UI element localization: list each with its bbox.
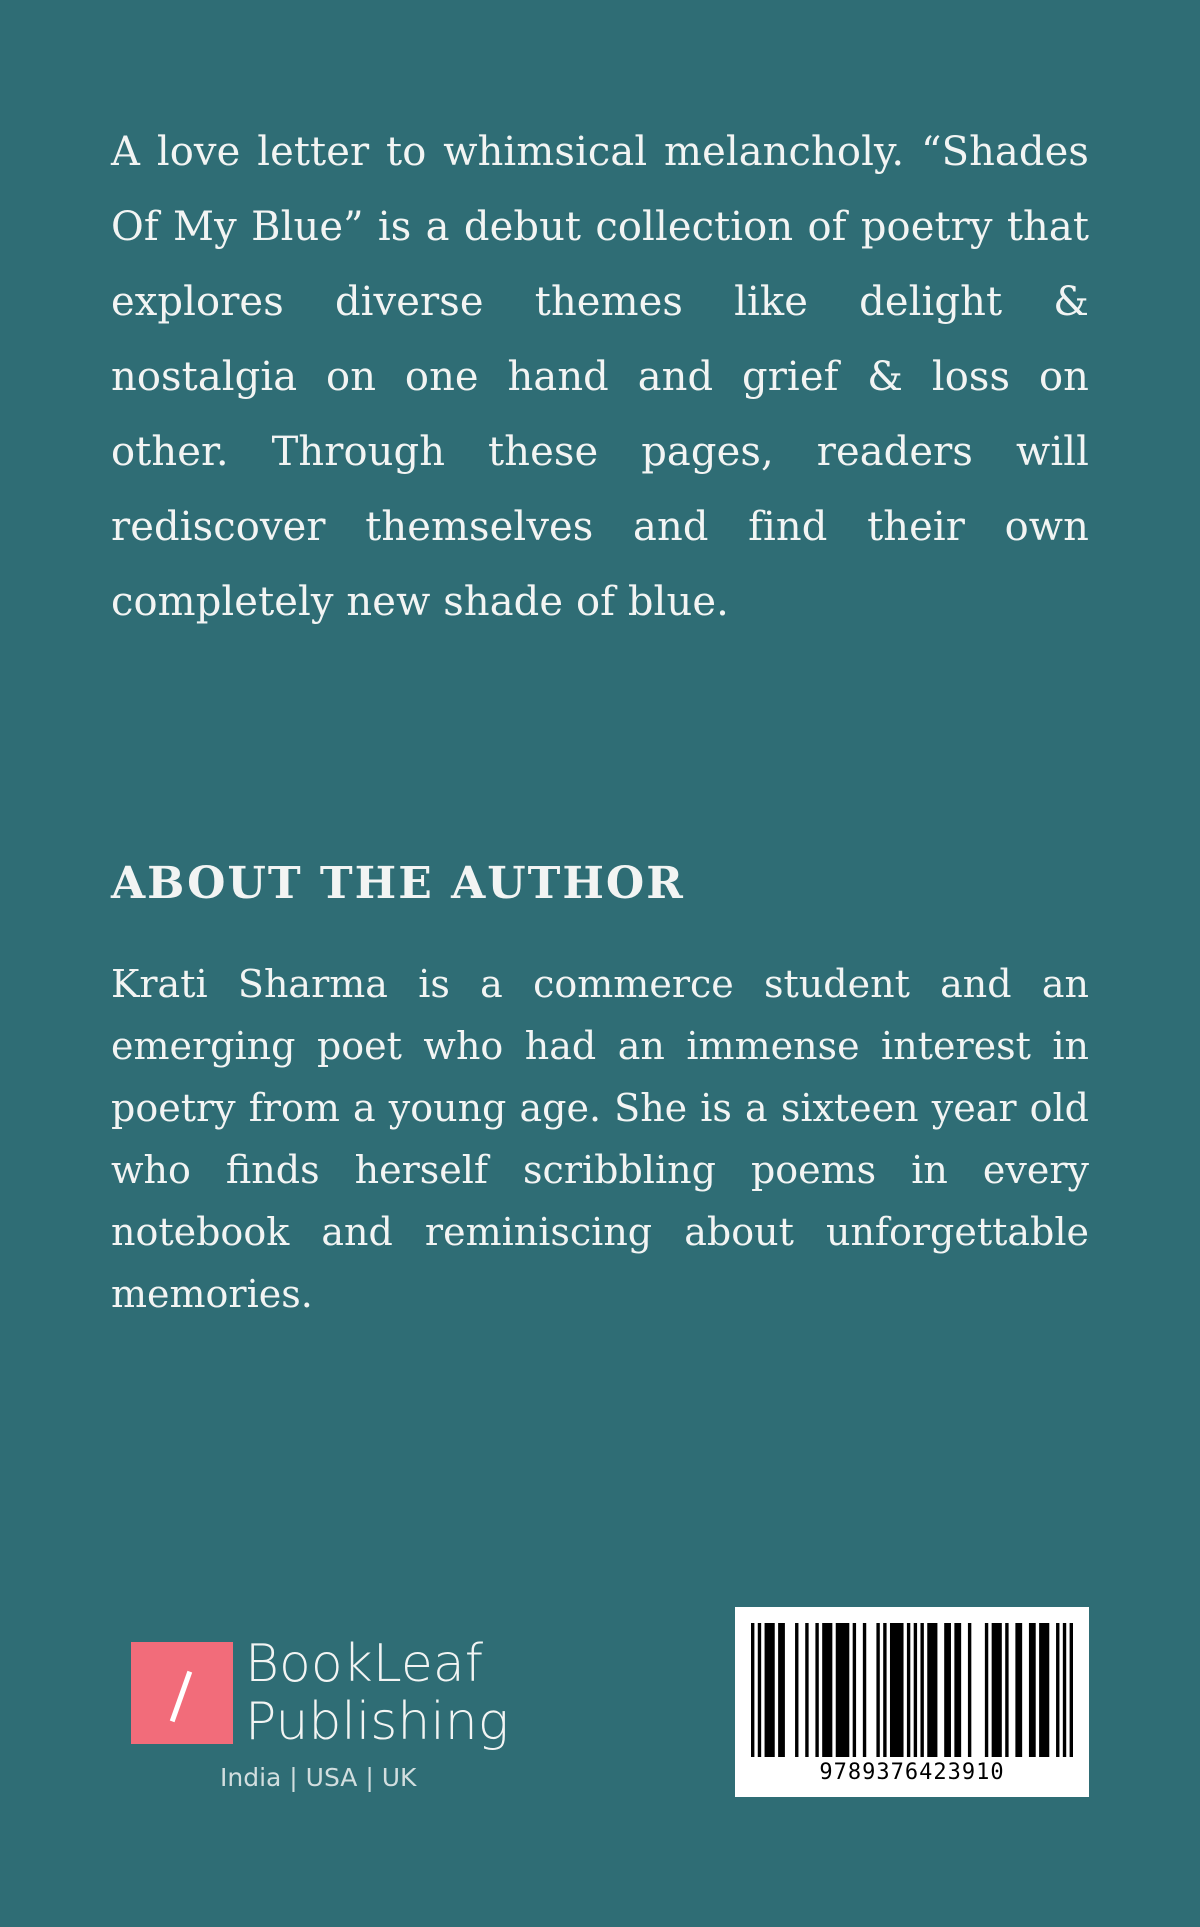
barcode-bar	[1039, 1623, 1049, 1757]
barcode-bar	[778, 1623, 785, 1757]
publisher-name-line2: Publishing	[245, 1692, 509, 1752]
barcode-bar	[815, 1623, 818, 1757]
barcode-bar	[863, 1623, 866, 1757]
barcode-bar	[758, 1623, 761, 1757]
barcode-bar	[968, 1623, 971, 1757]
about-author-heading: ABOUT THE AUTHOR	[111, 858, 685, 909]
barcode-bar	[1005, 1623, 1008, 1757]
barcode-bar	[751, 1623, 754, 1757]
barcode-bar	[876, 1623, 879, 1757]
barcode-icon	[751, 1623, 1073, 1757]
slash-logo-icon	[131, 1642, 233, 1744]
book-blurb: A love letter to whimsical melancholy. “Shades Of My Blue” is a debut collection of poetry that explores diverse themes like delight & nostalgia on one hand and grief & loss on other. Through these pages, readers will rediscover themselves and find their own completely new shade of blue.	[111, 129, 1089, 625]
barcode-bar	[985, 1623, 988, 1757]
barcode-bar	[907, 1623, 910, 1757]
barcode-bar	[1029, 1623, 1036, 1757]
publisher-regions: India | USA | UK	[220, 1763, 417, 1792]
barcode-bar	[853, 1623, 856, 1757]
publisher-name	[245, 1635, 509, 1751]
barcode-bar	[883, 1623, 886, 1757]
barcode-bar	[795, 1623, 798, 1757]
publisher-logo	[131, 1635, 511, 1795]
barcode-bar	[992, 1623, 1002, 1757]
barcode-bar	[1056, 1623, 1059, 1757]
barcode-bar	[836, 1623, 850, 1757]
barcode-bar	[1015, 1623, 1022, 1757]
isbn-number: 9789376423910	[819, 1760, 1005, 1785]
barcode-bar	[927, 1623, 937, 1757]
isbn-barcode	[735, 1607, 1089, 1797]
barcode-bar	[890, 1623, 904, 1757]
barcode-bar	[1070, 1623, 1073, 1757]
barcode-bar	[914, 1623, 917, 1757]
barcode-bar	[920, 1623, 923, 1757]
barcode-bar	[1063, 1623, 1066, 1757]
barcode-bar	[765, 1623, 775, 1757]
barcode-bar	[944, 1623, 951, 1757]
barcode-bar	[822, 1623, 832, 1757]
publisher-name-line1: BookLeaf	[245, 1634, 484, 1694]
barcode-bar	[954, 1623, 961, 1757]
author-bio: Krati Sharma is a commerce student and an emerging poet who had an immense interest in poetry from a young age. She is a sixteen year old who finds herself scribbling poems in every notebook and reminiscing about unforgettable memories.	[111, 962, 1089, 1316]
barcode-bar	[805, 1623, 808, 1757]
